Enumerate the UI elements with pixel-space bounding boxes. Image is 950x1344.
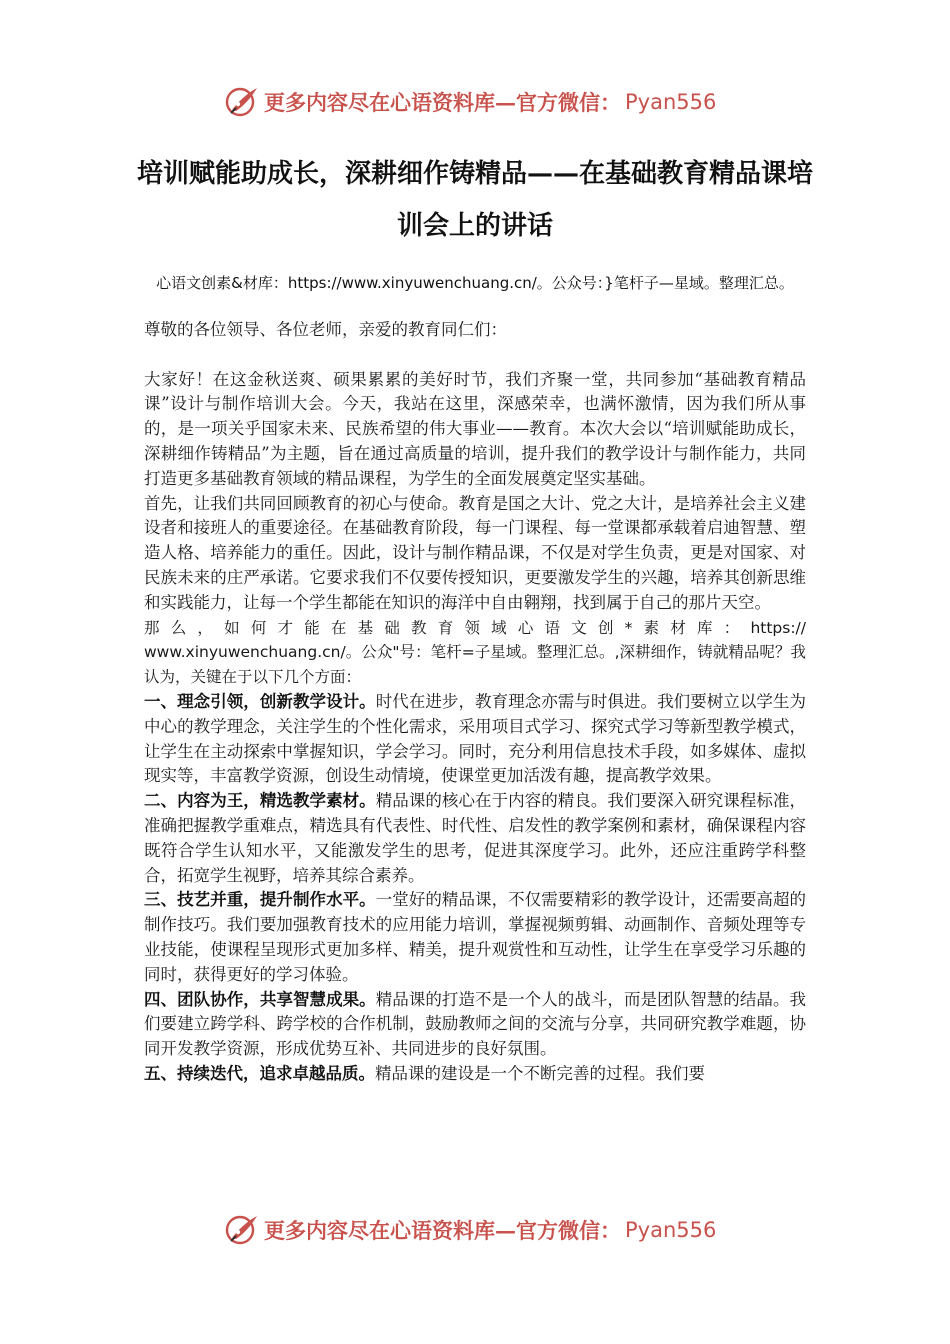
point-5-text: 精品课的建设是一个不断完善的过程。我们要 [375,1063,705,1083]
document-body [144,318,806,1087]
paragraph-mission: 首先，让我们共同回顾教育的初心与使命。教育是国之大计、党之大计，是培养社会主义建设者和接班人的重要途径。在基础教育阶段，每一门课程、每一堂课都承载着启迪智慧、塑造人格、培养能力的重任。因此，设计与制作精品课，不仅是对学生负责，更是对国家、对民族未来的庄严承诺。它要求我们不仅要传授知识，更要激发学生的兴趣，培养其创新思维和实践能力，让每一个学生都能在知识的海洋中自由翱翔，找到属于自己的那片天空。 [144,493,806,612]
point-4-text: 精品课的打造不是一个人的战斗，而是团队智慧的结晶。我们要建立跨学科、跨学校的合作机制，鼓励教师之间的交流与分享，共同研究教学难题，协同开发教学资源，形成优势互补、共同进步的良好氛围。 [144,989,807,1059]
banner-text: 更多内容尽在心语资料库—官方微信： [264,90,621,115]
banner-text: 更多内容尽在心语资料库—官方微信： [264,1218,621,1243]
point-2 [144,789,806,888]
question-line-rest: www.xinyuwenchuang.cn/。公众"号：笔杆=子星域。整理汇总。,深耕细作，铸就精品呢？我认为，关键在于以下几个方面： [144,643,806,687]
header-banner [224,82,744,122]
point-3 [144,888,806,987]
point-2-heading: 二、内容为王，精选教学素材。 [144,791,376,811]
banner-handle: Pyan556 [625,1218,717,1242]
point-4-heading: 四、团队协作，共享智慧成果。 [144,989,376,1009]
point-5 [144,1062,806,1087]
point-5-heading: 五、持续迭代，追求卓越品质。 [144,1063,375,1083]
point-1-text: 时代在进步，教育理念亦需与时俱进。我们要树立以学生为中心的教学理念，关注学生的个性化需求，采用项目式学习、探究式学习等新型教学模式，让学生在主动探索中掌握知识，学会学习。同时，充分利用信息技术手段，如多媒体、虚拟现实等，丰富教学资源，创设生动情境，使课堂更加活泼有趣，提高教学效果。 [144,691,807,786]
greeting: 尊敬的各位领导、各位老师，亲爱的教育同仁们： [144,320,507,339]
point-3-text: 一堂好的精品课，不仅需要精彩的教学设计，还需要高超的制作技巧。我们要加强教育技术的应用能力培训，掌握视频剪辑、动画制作、音频处理等专业技能，使课程呈现形式更加多样、精美，提升观赏性和互动性，让学生在享受学习乐趣的同时，获得更好的学习体验。 [144,890,807,984]
banner-handle: Pyan556 [625,90,717,114]
document-title: 培训赋能助成长，深耕细作铸精品——在基础教育精品课培训会上的讲话 [136,159,813,241]
point-2-text: 精品课的核心在于内容的精良。我们要深入研究课程标准，准确把握教学重难点，精选具有代表性、时代性、启发性的教学案例和素材，确保课程内容既符合学生认知水平，又能激发学生的思考，促进其深度学习。此外，还应注重跨学科整合，拓宽学生视野，培养其综合素养。 [144,791,807,885]
source-line: 心语文创素&材库：https://www.xinyuwenchuang.cn/。公众号：}笔杆子—星域。整理汇总。 [156,274,794,292]
point-4 [144,988,806,1062]
footer-banner [224,1210,744,1250]
point-3-heading: 三、技艺并重，提升制作水平。 [144,890,376,910]
question-line-1: 那么，如何才能在基础教育领域心语文创*素材库：https:// [144,618,806,637]
point-1-heading: 一、理念引领，创新教学设计。 [144,691,376,711]
point-1 [144,690,806,789]
quill-pen-logo-icon [224,84,260,120]
quill-pen-logo-icon [224,1212,260,1248]
paragraph-intro: 大家好！在这金秋送爽、硕果累累的美好时节，我们齐聚一堂，共同参加“基础教育精品课”设计与制作培训大会。今天，我站在这里，深感荣幸，也满怀激情，因为我们所从事的，是一项关乎国家未来、民族希望的伟大事业——教育。本次大会以“培训赋能助成长，深耕细作铸精品”为主题，旨在通过高质量的培训，提升我们的教学设计与制作能力，共同打造更多基础教育领域的精品课程，为学生的全面发展奠定坚实基础。 [144,369,806,488]
paragraph-question [144,616,806,690]
